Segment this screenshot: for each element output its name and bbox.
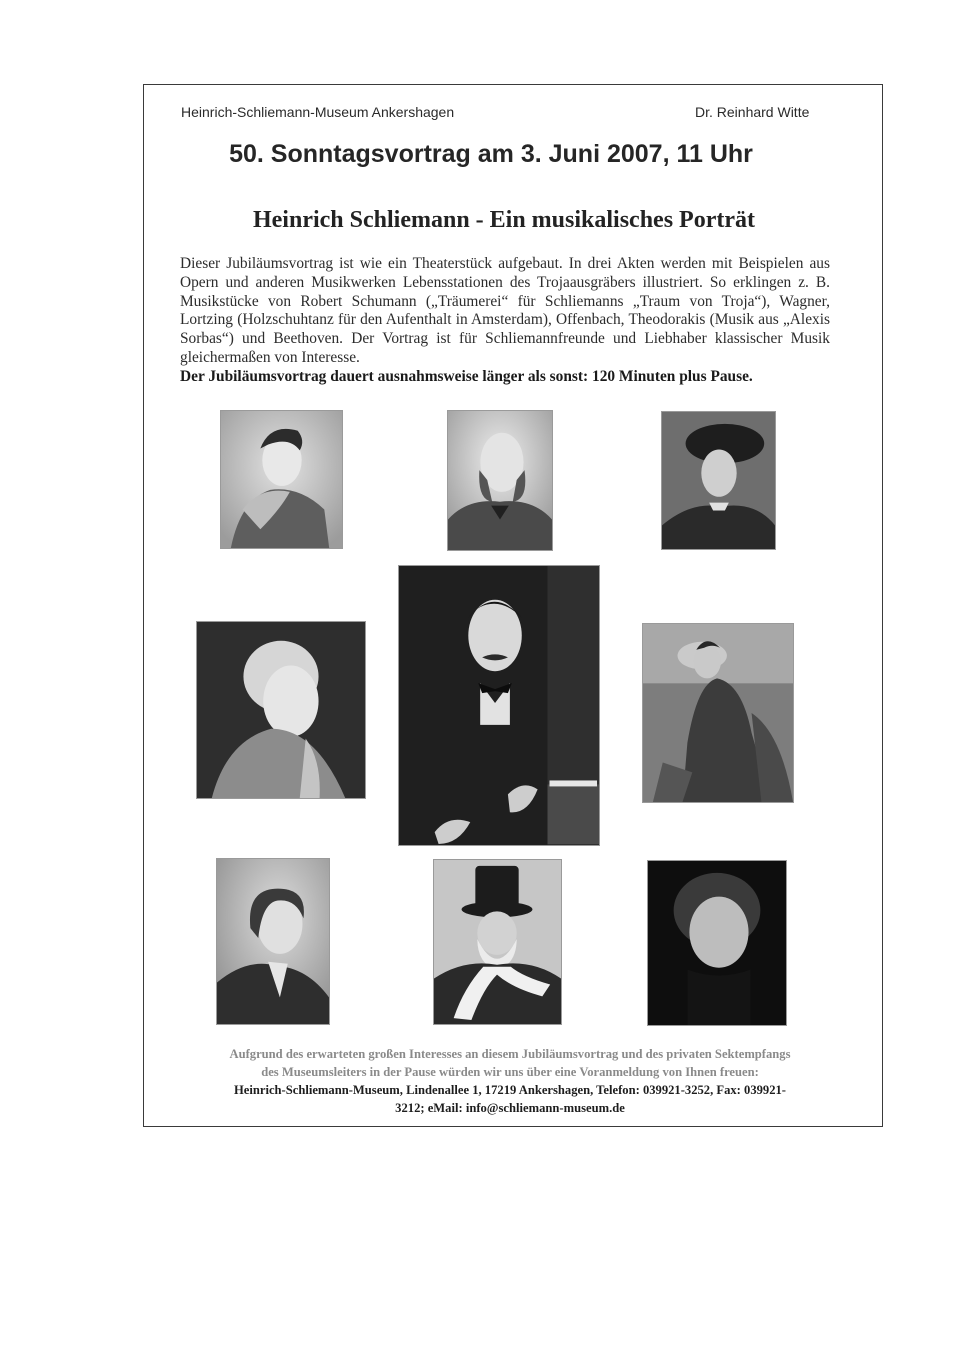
footer-notice-line-2: des Museumsleiters in der Pause würden wir uns über eine Voranmeldung von Ihnen freuen:	[261, 1065, 759, 1079]
portrait-wagner	[661, 411, 776, 550]
footer-contact-line-2: 3212; eMail: info@schliemann-museum.de	[395, 1101, 625, 1115]
portrait-mozart	[196, 621, 366, 799]
header-institution: Heinrich-Schliemann-Museum Ankershagen	[181, 104, 455, 120]
portrait-schumann	[216, 858, 330, 1025]
portrait-lortzing	[220, 410, 343, 549]
event-title: 50. Sonntagsvortrag am 3. Juni 2007, 11 Uhr	[229, 140, 753, 168]
footer-notice-line-1: Aufgrund des erwarteten großen Interesses an diesem Jubiläumsvortrag und des privaten Sektempfangs	[229, 1047, 791, 1061]
footer-contact-line-1: Heinrich-Schliemann-Museum, Lindenallee 1, 17219 Ankershagen, Telefon: 039921-3252, Fax: 039921-	[233, 1083, 787, 1097]
registration-footer	[170, 1045, 850, 1117]
portrait-schliemann	[398, 565, 600, 846]
lecture-subtitle: Heinrich Schliemann - Ein musikalisches Porträt	[252, 207, 755, 233]
lecture-description	[180, 255, 830, 387]
portrait-verdi	[433, 859, 562, 1025]
duration-note: Der Jubiläumsvortrag dauert ausnahmsweise länger als sonst: 120 Minuten plus Pause.	[180, 367, 753, 385]
portrait-offenbach	[447, 410, 553, 551]
portrait-beethoven	[642, 623, 794, 803]
header-author: Dr. Reinhard Witte	[695, 104, 810, 120]
portrait-theodorakis	[647, 860, 787, 1026]
description-paragraph: Dieser Jubiläumsvortrag ist wie ein Theaterstück aufgebaut. In drei Akten werden mit Beispielen aus Opern und anderen Musikwerken Lebensstationen des Trojaausgräbers illustriert. So erklingen z. B. Musikstücke von Robert Schumann („Träumerei“ für Schliemanns „Traum von Troja“), Wagner, Lortzing (Holzschuhtanz für den Aufenthalt in Amsterdam), Offenbach, Theodorakis (Musik aus „Alexis Sorbas“) und Beethoven. Der Vortrag ist für Schliemannfreunde und Liebhaber klassischer Musik gleichermaßen von Interesse.	[180, 255, 830, 366]
